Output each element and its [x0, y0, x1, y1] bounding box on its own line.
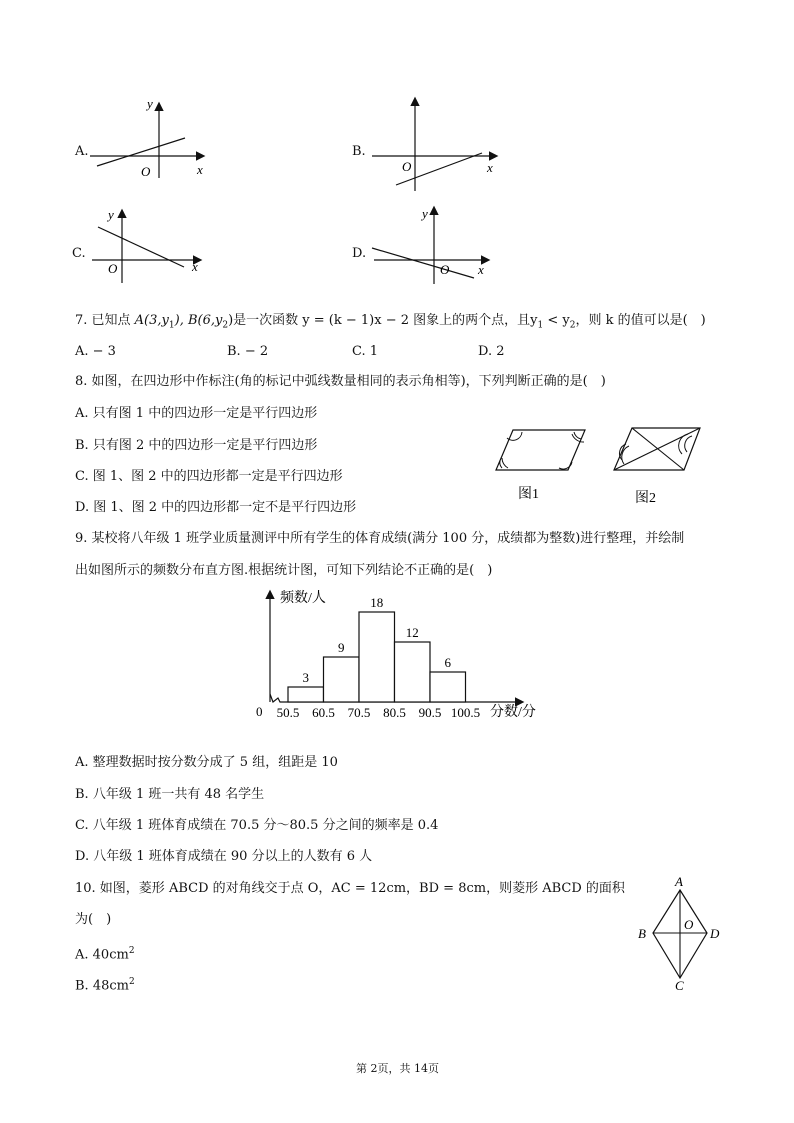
histogram-value-label: 18	[370, 595, 384, 610]
histogram-value-label: 6	[444, 655, 451, 670]
histogram-y-label: 频数/人	[280, 591, 326, 606]
q9-option-a[interactable]: A. 整理数据时按分数分成了 5 组，组距是 10	[75, 755, 338, 770]
q7-stem	[75, 312, 706, 335]
q6-b-x-label: x	[487, 160, 493, 175]
q6-option-d-label[interactable]: D.	[352, 246, 367, 261]
q7-option-b[interactable]: B. − 2	[227, 344, 269, 359]
histogram-origin: 0	[256, 704, 263, 719]
q6-graph-c	[88, 205, 208, 285]
q10-stem-line1: 10. 如图，菱形 ABCD 的对角线交于点 O，AC = 12cm，BD = 8cm，则菱形 ABCD 的面积	[75, 881, 625, 896]
q10-stem-line2: 为( )	[75, 912, 112, 927]
q9-option-b[interactable]: B. 八年级 1 班一共有 48 名学生	[75, 787, 265, 802]
q8-option-b[interactable]: B. 只有图 2 中的四边形一定是平行四边形	[75, 438, 318, 453]
q9-histogram	[250, 588, 550, 728]
histogram-tick-label: 90.5	[418, 705, 442, 720]
histogram-bar	[430, 672, 466, 702]
histogram-value-label: 9	[338, 640, 345, 655]
histogram-bars	[288, 595, 466, 702]
q7-ineq-sub2: 2	[569, 320, 576, 331]
histogram-tick-labels	[277, 705, 481, 720]
q8-stem: 8. 如图，在四边形中作标注(角的标记中弧线数量相同的表示角相等)，下列判断正确的是( )	[75, 374, 606, 389]
q6-c-y-label: y	[108, 207, 114, 222]
q7-option-a[interactable]: A. − 3	[75, 344, 116, 359]
q6-option-b-label[interactable]: B.	[352, 144, 366, 159]
q6-graph-d	[370, 202, 495, 287]
q9-option-d[interactable]: D. 八年级 1 班体育成绩在 90 分以上的人数有 6 人	[75, 849, 373, 864]
histogram-bar	[324, 657, 360, 702]
q10-label-o: O	[684, 917, 694, 932]
q7-point-b-sub: 2	[222, 320, 229, 331]
q8-fig1-caption: 图1	[518, 487, 539, 502]
q6-a-x-label: x	[197, 162, 203, 177]
histogram-bar	[395, 642, 431, 702]
histogram-tick-label: 50.5	[276, 705, 300, 720]
q10-option-b-sup: 2	[128, 977, 135, 987]
q7-point-a: A(3,y	[134, 313, 169, 328]
q6-option-c-label[interactable]: C.	[72, 246, 86, 261]
q9-stem-line2: 出如图所示的频数分布直方图.根据统计图，可知下列结论不正确的是( )	[75, 563, 493, 578]
q10-label-b: B	[638, 926, 646, 941]
q6-d-x-label: x	[478, 262, 484, 277]
q9-option-c[interactable]: C. 八年级 1 班体育成绩在 70.5 分～80.5 分之间的频率是 0.4	[75, 818, 439, 833]
page-footer: 第 2页，共 14页	[356, 1062, 439, 1075]
q6-options	[0, 0, 794, 290]
q7-point-a-sub: 1	[168, 320, 175, 331]
q10-option-a-sup: 2	[128, 946, 135, 956]
q7-point-b: ), B(6,y	[174, 313, 223, 328]
q6-graph-b	[368, 95, 503, 195]
q8-option-c[interactable]: C. 图 1、图 2 中的四边形都一定是平行四边形	[75, 469, 343, 484]
q8-figure1	[496, 430, 585, 502]
q9-stem-line1: 9. 某校将八年级 1 班学业质量测评中所有学生的体育成绩(满分 100 分，成绩都为整数)进行整理，并绘制	[75, 531, 685, 546]
q10-label-d: D	[710, 926, 720, 941]
q6-d-y-label: y	[422, 206, 428, 221]
q6-graph-a	[85, 98, 215, 183]
q10-option-a-text: A. 40cm	[75, 947, 129, 963]
q8-option-a[interactable]: A. 只有图 1 中的四边形一定是平行四边形	[75, 406, 318, 421]
q10-rhombus-figure	[630, 872, 730, 994]
q10-option-a[interactable]	[75, 942, 135, 964]
q6-a-origin: O	[141, 164, 151, 179]
histogram-value-label: 3	[302, 670, 309, 685]
histogram-tick-label: 70.5	[347, 705, 371, 720]
q8-figure2	[614, 428, 700, 506]
q8-option-d[interactable]: D. 图 1、图 2 中的四边形都一定不是平行四边形	[75, 500, 357, 515]
histogram-bar	[288, 687, 324, 702]
q10-label-c: C	[675, 978, 684, 993]
q8-fig2-caption: 图2	[635, 491, 656, 506]
q6-a-y-label: y	[147, 98, 153, 111]
q7-stem-suffix: ，则 k 的值可以是( )	[575, 313, 706, 328]
q7-option-d[interactable]: D. 2	[478, 344, 505, 359]
q6-d-origin: O	[440, 262, 450, 277]
q6-c-origin: O	[108, 261, 118, 276]
q6-b-origin: O	[402, 159, 412, 174]
histogram-x-label: 分数/分	[490, 705, 536, 720]
histogram-bar	[359, 612, 395, 702]
q8-figures	[488, 420, 713, 510]
q10-label-a: A	[675, 874, 683, 889]
histogram-tick-label: 60.5	[312, 705, 335, 720]
q7-ineq-op: < y	[543, 313, 570, 328]
q7-stem-prefix: 7. 已知点	[75, 313, 135, 328]
histogram-tick-label: 80.5	[383, 705, 406, 720]
q6-option-a-label[interactable]: A.	[75, 144, 89, 159]
histogram-value-label: 12	[405, 625, 419, 640]
q7-option-c[interactable]: C. 1	[352, 344, 379, 359]
q7-ineq-sub1: 1	[537, 320, 544, 331]
q7-stem-mid: )是一次函数 y = (k − 1)x − 2 图象上的两个点，且y	[228, 313, 538, 328]
histogram-tick-label: 100.5	[450, 705, 481, 720]
q10-option-b-text: B. 48cm	[75, 978, 129, 994]
q6-c-x-label: x	[192, 259, 198, 274]
q10-option-b[interactable]	[75, 973, 135, 995]
